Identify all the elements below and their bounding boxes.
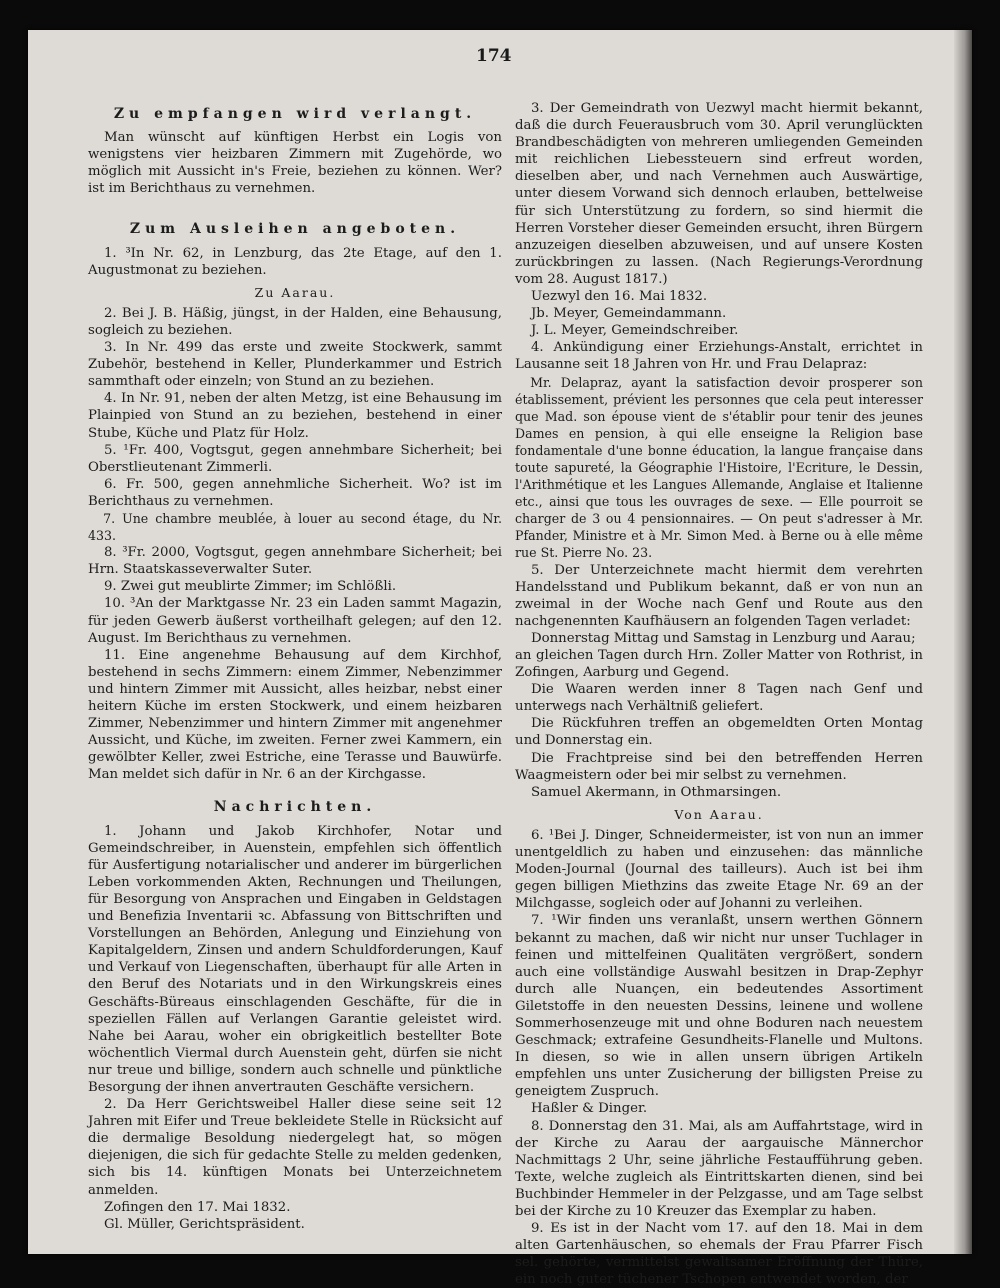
subheading-von-aarau: Von Aarau.	[674, 806, 764, 822]
offer-item-2: 2. Bei J. B. Häßig, jüngst, in der Halden, eine Behausung, sogleich zu beziehen.	[88, 305, 502, 338]
offer-item-5: 5. ¹Fr. 400, Vogtsgut, gegen annehmbare Sicherheit; bei Oberstlieutenant Zimmerli.	[88, 442, 502, 475]
right-column	[515, 100, 923, 1288]
notice-item-6: 6. ¹Bei J. Dinger, Schneidermeister, ist von nun an immer unentgeldlich zu haben und einzusehen: das männliche Moden-Journal (Journal des tailleurs). Auch ist bei ihm gegen billigen Miethzins das zweite Etage Nr. 69 an der Milchgasse, sogleich oder auf Johanni zu verleihen.	[515, 827, 923, 912]
heading-news: Nachrichten.	[213, 799, 377, 816]
offer-item-6: 6. Fr. 500, gegen annehmliche Sicherheit. Wo? ist im Berichthaus zu vernehmen.	[88, 476, 502, 509]
notice-item-4-heading: 4. Ankündigung einer Erziehungs-Anstalt, errichtet in Lausanne seit 18 Jahren von Hr. und Frau Delapraz:	[515, 340, 923, 373]
notice-item-3-signature-1: Jb. Meyer, Gemeindammann.	[530, 306, 727, 322]
notice-item-5-schedule-1: Donnerstag Mittag und Samstag in Lenzburg und Aarau;	[530, 630, 916, 646]
offer-item-7: 7. Une chambre meublée, à louer au second étage, du Nr. 433.	[88, 510, 502, 544]
left-column	[88, 100, 502, 1233]
heading-wanted: Zu empfangen wird verlangt.	[113, 106, 477, 122]
news-item-2: 2. Da Herr Gerichtsweibel Haller diese seine seit 12 Jahren mit Eifer und Treue bekleidete Stelle in Rücksicht auf die dermalige Besoldung niedergelegt hat, so mögen diejenigen, die sich für gedachte Stelle zu melden gedenken, sich bis 14. künftigen Monats bei Unterzeichnetem anmelden.	[88, 1097, 502, 1198]
offer-item-8: 8. ³Fr. 2000, Vogtsgut, gegen annehmbare Sicherheit; bei Hrn. Staatskasseverwalter Suter.	[88, 545, 502, 578]
subheading-aarau: Zu Aarau.	[254, 284, 336, 300]
notice-item-5-signature: Samuel Akermann, in Othmarsingen.	[530, 784, 782, 800]
notice-item-7-signature: Haßler & Dinger.	[530, 1101, 648, 1117]
notice-item-7: 7. ¹Wir finden uns veranlaßt, unsern werthen Gönnern bekannt zu machen, daß wir nicht nur unser Tuchlager in feinen und mittelfeinen Qualitäten vergrößert, sondern auch eine vollständige Auswahl besitzen in Drap-Zephyr durch alle Nuançen, ein bedeutendes Assortiment Giletstoffe in den neuesten Dessins, leinene und wollene Sommerhosenzeuge mit und ohne Boduren nach neuestem Geschmack; extrafeine Gesundheits-Flanelle und Multons. In diesen, so wie in allen unsern übrigen Artikeln empfehlen uns unter Zusicherung der billigsten Preise zu geneigtem Zuspruch.	[515, 913, 923, 1100]
offer-item-11: 11. Eine angenehme Behausung auf dem Kirchhof, bestehend in sechs Zimmern: einem Zimmer, Nebenzimmer und hintern Zimmer mit Aussicht, alles heizbar, nebst einer heitern Küche im ersten Stockwerk, und einem heizbaren Zimmer, Nebenzimmer und hintern Zimmer mit angenehmer Aussicht, und Küche, im zweiten. Ferner zwei Kammern, ein gewölbter Keller, zwei Estriche, eine Terasse und Bauwürfe. Man meldet sich dafür in Nr. 6 an der Kirchgasse.	[88, 647, 502, 783]
offer-item-4: 4. In Nr. 91, neben der alten Metzg, ist eine Behausung im Plainpied von Stund an zu beziehen, bestehend in einer Stube, Küche und Platz für Holz.	[88, 391, 502, 441]
notice-item-3-date: Uezwyl den 16. Mai 1832.	[530, 289, 708, 305]
notice-item-5-schedule-2: an gleichen Tagen durch Hrn. Zoller Matter von Rothrist, in Zofingen, Aarburg und Gegend.	[515, 648, 923, 681]
page-number: 174	[476, 46, 512, 66]
offer-item-1: 1. ³In Nr. 62, in Lenzburg, das 2te Etage, auf den 1. Augustmonat zu beziehen.	[88, 245, 502, 278]
notice-item-5-paragraph-2: Die Waaren werden inner 8 Tagen nach Genf und unterwegs nach Verhältniß geliefert.	[515, 682, 923, 715]
offer-item-10: 10. ³An der Marktgasse Nr. 23 ein Laden sammt Magazin, für jeden Gewerb äußerst vortheilhaft gelegen; auf den 12. August. Im Berichthaus zu vernehmen.	[88, 596, 502, 646]
notice-item-8: 8. Donnerstag den 31. Mai, als am Auffahrtstage, wird in der Kirche zu Aarau der aargauische Männerchor Nachmittags 2 Uhr, seine jährliche Festaufführung geben. Texte, welche zugleich als Eintrittskarten dienen, sind bei Buchbinder Hemmeler in der Pelzgasse, und am Tage selbst bei der Kirche zu 10 Kreuzer das Exemplar zu haben.	[515, 1118, 923, 1219]
notice-item-9: 9. Es ist in der Nacht vom 17. auf den 18. Mai in dem alten Gartenhäuschen, so ehemals der Frau Pfarrer Fisch sel. gehörte, vermittelst gewaltsamer Eröffnung der Thüre, ein noch guter tüchener Tschopen entwendet worden, der	[515, 1221, 923, 1288]
offer-item-9: 9. Zwei gut meublirte Zimmer; im Schlößli.	[103, 579, 397, 595]
notice-item-3: 3. Der Gemeindrath von Uezwyl macht hiermit bekannt, daß die durch Feuerausbruch vom 30. April verunglückten Brandbeschädigten von mehreren umliegenden Gemeinden mit reichlichen Liebessteuern sind erfreut worden, dieselben aber, und nach Vernehmen auch Auswärtige, unter diesem Vorwand sich dennoch erlauben, bettelweise für sich Unterstützung zu fordern, so sind hiermit die Herren Vorsteher dieser Gemeinden ersucht, ihren Bürgern anzuzeigen dieselben abzuweisen, und auf unsere Kosten zurückbringen zu lassen. (Nach Regierungs-Verordnung vom 28. August 1817.)	[515, 101, 923, 287]
news-item-1: 1. Johann und Jakob Kirchhofer, Notar und Gemeindschreiber, in Auenstein, empfehlen sich öffentlich für Ausfertigung notarialischer und anderer im bürgerlichen Leben vorkommenden Akten, Rechnungen und Theilungen, für Besorgung von Ansprachen und Eingaben in Geldstagen und Benefizia Inventarii ꝛc. Abfassung von Bittschriften und Vorstellungen an Behörden, Anlegung und Einziehung von Kapitalgeldern, Zinsen und andern Schuldforderungen, Kauf und Verkauf von Liegenschaften, überhaupt für alle Arten in den Beruf des Notariats und in den Wirkungskreis eines Geschäfts-Büreaus einschlagenden Geschäfte, für die in speziellen Fällen auf Verlangen Garantie geleistet wird. Nahe bei Aarau, woher ein obrigkeitlich bestellter Bote wöchentlich Viermal durch Auenstein geht, dürfen sie nicht nur treue und billige, sondern auch schnelle und pünktliche Besorgung der ihnen anvertrauten Geschäfte versichern.	[88, 823, 502, 1095]
page-edge-shadow	[954, 30, 972, 1254]
news-item-2-signature: Gl. Müller, Gerichtspräsident.	[103, 1216, 305, 1232]
news-item-2-date: Zofingen den 17. Mai 1832.	[103, 1199, 291, 1215]
notice-item-5: 5. Der Unterzeichnete macht hiermit dem verehrten Handelsstand und Publikum bekannt, daß er von nun an zweimal in der Woche nach Genf und Route aus den nachgenennten Kaufhäusern an folgenden Tagen verladet:	[515, 562, 923, 629]
heading-offered: Zum Ausleihen angeboten.	[129, 221, 461, 238]
notice-item-5-paragraph-4: Die Frachtpreise sind bei den betreffenden Herren Waagmeistern oder bei mir selbst zu vernehmen.	[515, 750, 923, 783]
wanted-notice: Man wünscht auf künftigen Herbst ein Logis von wenigstens vier heizbaren Zimmern mit Zugehörde, wo möglich mit Aussicht in's Freie, beziehen zu können. Wer? ist im Berichthaus zu vernehmen.	[88, 130, 502, 197]
offer-item-3: 3. In Nr. 499 das erste und zweite Stockwerk, sammt Zubehör, bestehend in Keller, Plunderkammer und Estrich sammthaft oder einzeln; von Stund an zu beziehen.	[88, 340, 502, 390]
notice-item-4-french: Mr. Delapraz, ayant la satisfaction devoir prosperer son établissement, prévient les personnes que cela peut interesser que Mad. son épouse vient de s'établir pour tenir des jeunes Dames en pension, à qui elle enseigne la Religion base fondamentale d'une bonne éducation, la langue française dans toute sapureté, la Géographie l'Histoire, l'Ecriture, le Dessin, l'Arithmétique et les Langues Allemande, Anglaise et Italienne etc., ainsi que tous les ouvrages de sexe. — Elle pourroit se charger de 3 ou 4 pensionnaires. — On peut s'adresser à Mr. Pfander, Ministre et à Mr. Simon Med. à Berne ou à elle même rue St. Pierre No. 23.	[515, 374, 923, 561]
notice-item-5-paragraph-3: Die Rückfuhren treffen an obgemeldten Orten Montag und Donnerstag ein.	[515, 716, 923, 749]
notice-item-3-signature-2: J. L. Meyer, Gemeindschreiber.	[530, 323, 739, 339]
